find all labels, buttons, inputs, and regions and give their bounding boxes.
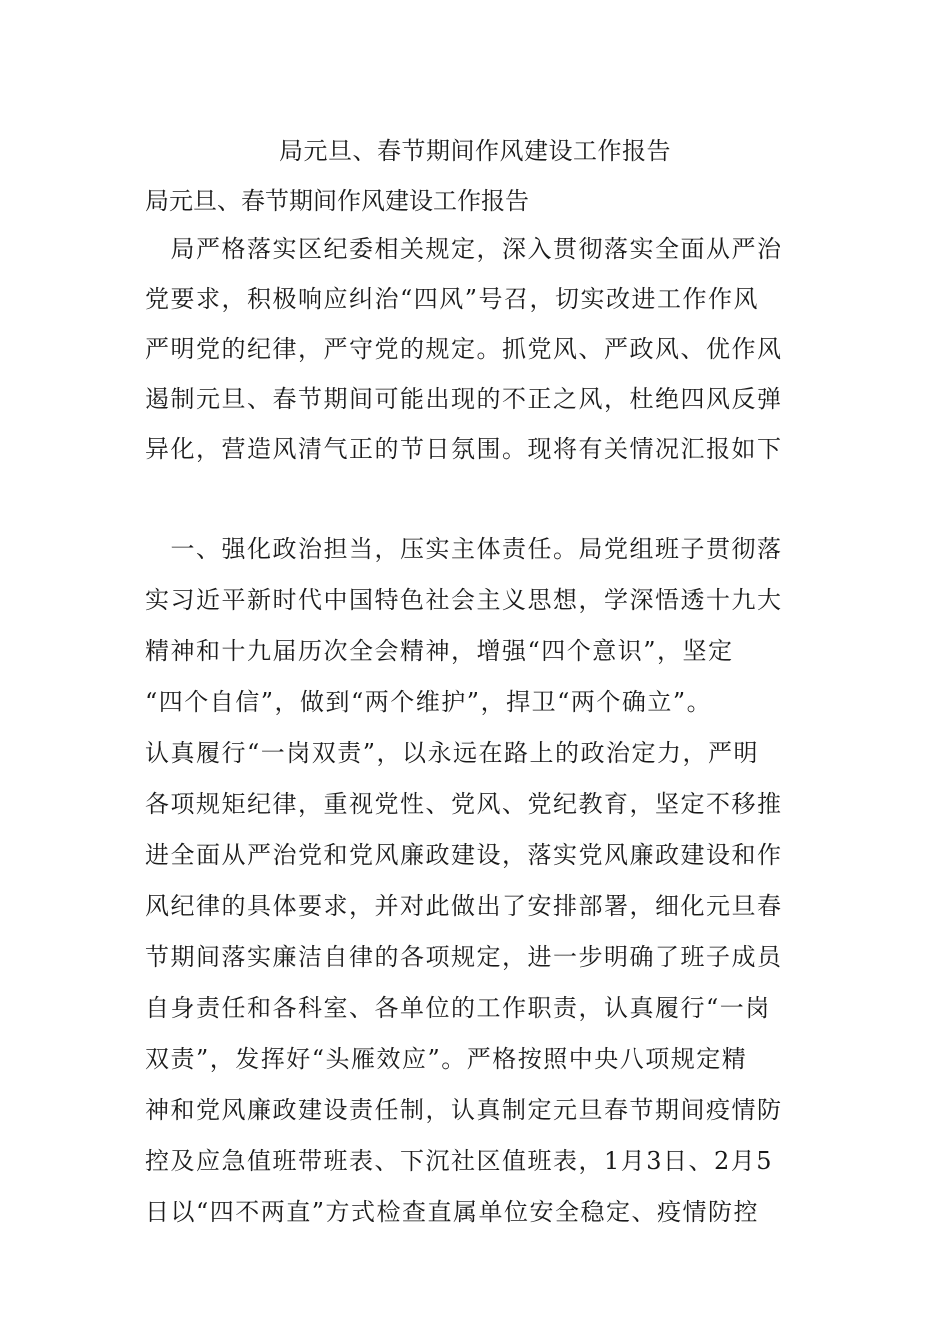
section-line: 双责”，发挥好“头雁效应”。严格按照中央八项规定精 xyxy=(145,1045,748,1073)
intro-line: 遏制元旦、春节期间可能出现的不正之风，杜绝四风反弹 xyxy=(145,385,783,413)
section-line: 各项规矩纪律，重视党性、党风、党纪教育，坚定不移推 xyxy=(145,790,783,818)
section-line: 一、强化政治担当，压实主体责任。局党组班子贯彻落 xyxy=(145,535,783,563)
document-title: 局元旦、春节期间作风建设工作报告 xyxy=(279,137,671,165)
section-line: “四个自信”，做到“两个维护”，捍卫“两个确立”。 xyxy=(145,688,713,716)
section-line: 精神和十九届历次全会精神，增强“四个意识”，坚定 xyxy=(145,637,734,665)
intro-line: 异化，营造风清气正的节日氛围。现将有关情况汇报如下 xyxy=(145,435,783,463)
section-line: 节期间落实廉洁自律的各项规定，进一步明确了班子成员 xyxy=(145,943,783,971)
section-line: 自身责任和各科室、各单位的工作职责，认真履行“一岗 xyxy=(145,994,771,1022)
section-line: 控及应急值班带班表、下沉社区值班表，1月3日、2月5 xyxy=(145,1147,774,1175)
section-line: 实习近平新时代中国特色社会主义思想，学深悟透十九大 xyxy=(145,586,783,614)
intro-line: 党要求，积极响应纠治“四风”号召，切实改进工作作风 xyxy=(145,285,760,313)
intro-line: 严明党的纪律，严守党的规定。抓党风、严政风、优作风 xyxy=(145,335,783,363)
section-line: 神和党风廉政建设责任制，认真制定元旦春节期间疫情防 xyxy=(145,1096,783,1124)
section-line: 风纪律的具体要求，并对此做出了安排部署，细化元旦春 xyxy=(145,892,783,920)
intro-line: 局严格落实区纪委相关规定，深入贯彻落实全面从严治 xyxy=(145,235,783,263)
section-line: 认真履行“一岗双责”，以永远在路上的政治定力，严明 xyxy=(145,739,760,767)
section-line: 日以“四不两直”方式检查直属单位安全稳定、疫情防控 xyxy=(145,1198,760,1226)
section-line: 进全面从严治党和党风廉政建设，落实党风廉政建设和作 xyxy=(145,841,783,869)
document-subtitle: 局元旦、春节期间作风建设工作报告 xyxy=(145,187,529,215)
